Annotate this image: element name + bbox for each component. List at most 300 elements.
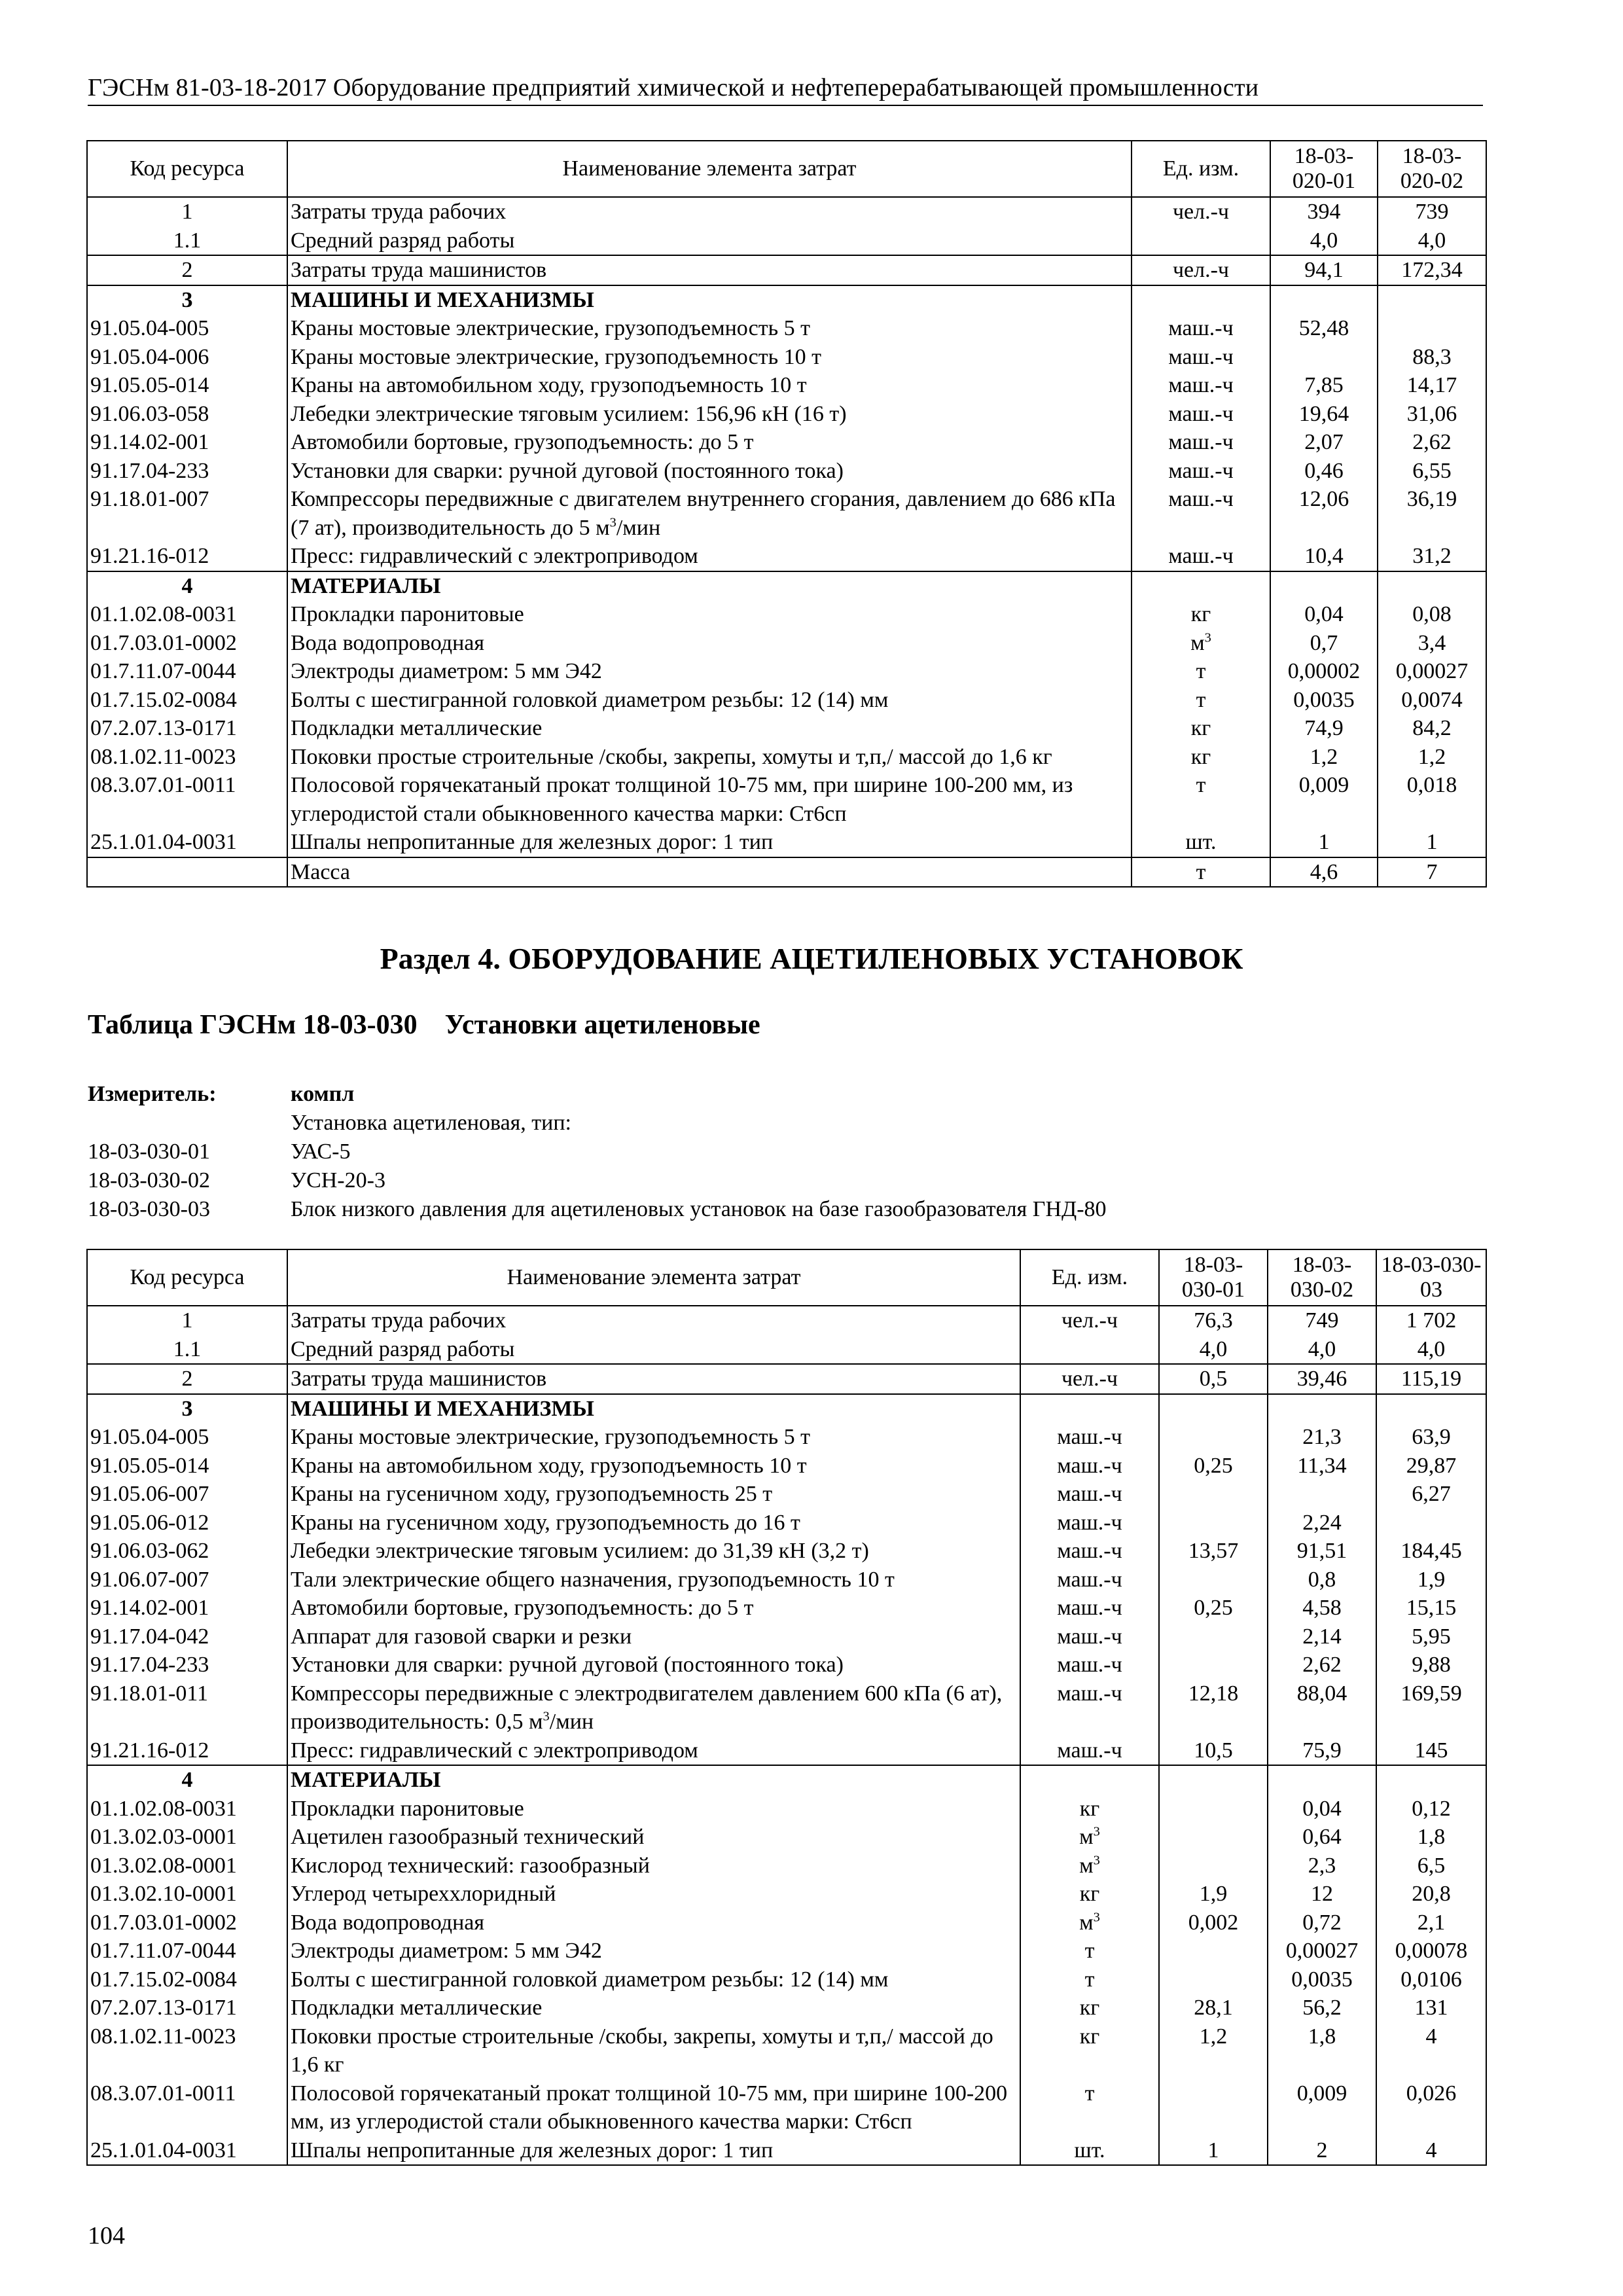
resource-code: 2 <box>87 255 287 285</box>
resource-name: Вода водопроводная <box>287 629 1132 658</box>
norm-value: 0,00027 <box>1268 1937 1376 1965</box>
resource-name: Прокладки паронитовые <box>287 600 1132 629</box>
norm-value <box>1159 1509 1268 1537</box>
norm-value: 12 <box>1268 1880 1376 1909</box>
norm-value: 0,8 <box>1268 1566 1376 1594</box>
measure-code: 18-03-030-01 <box>88 1139 210 1164</box>
resource-unit: кг <box>1132 743 1270 772</box>
resource-unit <box>1020 1394 1159 1424</box>
norm-value: 0,12 <box>1376 1795 1486 1823</box>
resource-code: 91.21.16-012 <box>87 1736 287 1766</box>
resource-name: Болты с шестигранной головкой диаметром резьбы: 12 (14) мм <box>287 1965 1020 1994</box>
norm-value: 31,06 <box>1378 400 1486 429</box>
table-row <box>87 1736 1486 1766</box>
norm-value <box>1159 1480 1268 1509</box>
resource-name: МАШИНЫ И МЕХАНИЗМЫ <box>287 285 1132 315</box>
norm-value: 1,8 <box>1376 1823 1486 1852</box>
table-row <box>87 571 1486 601</box>
table-row <box>87 1880 1486 1909</box>
norm-value: 4,6 <box>1270 857 1378 888</box>
norm-value: 0,026 <box>1376 2079 1486 2136</box>
resource-name: Пресс: гидравлический с электроприводом <box>287 542 1132 571</box>
table-row <box>87 686 1486 715</box>
table-row <box>87 1364 1486 1394</box>
norm-value <box>1270 285 1378 315</box>
resource-code: 3 <box>87 285 287 315</box>
norm-value: 19,64 <box>1270 400 1378 429</box>
resource-code: 01.3.02.08-0001 <box>87 1852 287 1880</box>
resource-unit: т <box>1020 1937 1159 1965</box>
resource-name: Краны на гусеничном ходу, грузоподъемность 25 т <box>287 1480 1020 1509</box>
norm-value: 20,8 <box>1376 1880 1486 1909</box>
resource-code: 08.3.07.01-0011 <box>87 2079 287 2136</box>
table-row <box>87 1679 1486 1736</box>
norm-value: 0,009 <box>1270 771 1378 828</box>
norm-value: 115,19 <box>1376 1364 1486 1394</box>
resource-code: 01.7.15.02-0084 <box>87 686 287 715</box>
running-header: ГЭСНм 81-03-18-2017 Оборудование предприятий химической и нефтеперерабатывающей промышленности <box>88 73 1483 106</box>
resource-unit: маш.-ч <box>1132 343 1270 372</box>
table-row <box>87 857 1486 888</box>
resource-code: 91.06.07-007 <box>87 1566 287 1594</box>
norm-value: 0,04 <box>1270 600 1378 629</box>
norm-value: 0,0035 <box>1270 686 1378 715</box>
norm-value: 10,5 <box>1159 1736 1268 1766</box>
resource-unit: $м^3$ <box>1132 629 1270 658</box>
norm-value <box>1159 1795 1268 1823</box>
norm-value: 2,62 <box>1378 428 1486 457</box>
table-row <box>87 1537 1486 1566</box>
norm-value: 2,24 <box>1268 1509 1376 1537</box>
resource-name: Автомобили бортовые, грузоподъемность: до 5 т <box>287 428 1132 457</box>
norm-value <box>1159 1423 1268 1452</box>
resource-unit <box>1132 226 1270 256</box>
table-title: Таблица ГЭСНм 18-03-030 Установки ацетиленовые <box>88 1010 760 1040</box>
resource-unit: маш.-ч <box>1020 1651 1159 1679</box>
resource-unit <box>1020 1335 1159 1365</box>
resource-name: Автомобили бортовые, грузоподъемность: до 5 т <box>287 1594 1020 1623</box>
resource-unit: шт. <box>1132 828 1270 857</box>
norm-value: 21,3 <box>1268 1423 1376 1452</box>
resource-code: 01.7.15.02-0084 <box>87 1965 287 1994</box>
resource-unit <box>1020 1765 1159 1795</box>
resource-unit: чел.-ч <box>1132 197 1270 226</box>
column-header: Ед. изм. <box>1132 141 1270 197</box>
resource-name: Краны мостовые электрические, грузоподъемность 10 т <box>287 343 1132 372</box>
resource-code: 01.1.02.08-0031 <box>87 1795 287 1823</box>
column-header: Ед. изм. <box>1020 1249 1159 1306</box>
table-row <box>87 2079 1486 2136</box>
resource-unit: чел.-ч <box>1020 1306 1159 1335</box>
norm-value: 13,57 <box>1159 1537 1268 1566</box>
resource-code: 01.3.02.10-0001 <box>87 1880 287 1909</box>
table-row <box>87 485 1486 542</box>
column-header: 18-03-030-02 <box>1268 1249 1376 1306</box>
norm-value: 394 <box>1270 197 1378 226</box>
resource-name: Лебедки электрические тяговым усилием: до 31,39 кН (3,2 т) <box>287 1537 1020 1566</box>
column-header: Код ресурса <box>87 141 287 197</box>
norm-value <box>1376 1509 1486 1537</box>
resource-name: Электроды диаметром: 5 мм Э42 <box>287 1937 1020 1965</box>
table-row <box>87 1335 1486 1365</box>
resource-name: Подкладки металлические <box>287 714 1132 743</box>
resource-name: МАТЕРИАЛЫ <box>287 571 1132 601</box>
measure-code: 18-03-030-02 <box>88 1168 210 1193</box>
resource-unit: кг <box>1020 2022 1159 2079</box>
table-row <box>87 1306 1486 1335</box>
norm-value <box>1268 1765 1376 1795</box>
resource-unit <box>1132 285 1270 315</box>
norm-value: 4,0 <box>1268 1335 1376 1365</box>
norm-value: 1,8 <box>1268 2022 1376 2079</box>
table-row <box>87 1423 1486 1452</box>
resource-code: 25.1.01.04-0031 <box>87 828 287 857</box>
section-title: Раздел 4. ОБОРУДОВАНИЕ АЦЕТИЛЕНОВЫХ УСТАНОВОК <box>380 942 1243 975</box>
resource-code <box>87 857 287 888</box>
resource-unit: кг <box>1132 714 1270 743</box>
measure-unit: компл <box>291 1082 355 1106</box>
resource-name: Краны мостовые электрические, грузоподъемность 5 т <box>287 1423 1020 1452</box>
table-row <box>87 226 1486 256</box>
resource-name: Краны на гусеничном ходу, грузоподъемность до 16 т <box>287 1509 1020 1537</box>
norm-value: 0,72 <box>1268 1909 1376 1937</box>
resource-name: Болты с шестигранной головкой диаметром резьбы: 12 (14) мм <box>287 686 1132 715</box>
resource-code: 3 <box>87 1394 287 1424</box>
resource-table-2 <box>86 1249 1487 2166</box>
norm-value: 2,62 <box>1268 1651 1376 1679</box>
resource-unit: маш.-ч <box>1132 542 1270 571</box>
column-header: 18-03-020-02 <box>1378 141 1486 197</box>
norm-value <box>1159 1765 1268 1795</box>
table-row <box>87 771 1486 828</box>
norm-value: 12,06 <box>1270 485 1378 542</box>
norm-value: 1 <box>1378 828 1486 857</box>
norm-value: 1,2 <box>1378 743 1486 772</box>
resource-name: Шпалы непропитанные для железных дорог: 1 тип <box>287 2136 1020 2166</box>
resource-code: 91.05.05-014 <box>87 371 287 400</box>
resource-code: 91.05.04-005 <box>87 1423 287 1452</box>
column-header: Наименование элемента затрат <box>287 141 1132 197</box>
table-row <box>87 1795 1486 1823</box>
resource-name: Аппарат для газовой сварки и резки <box>287 1623 1020 1651</box>
resource-unit: кг <box>1132 600 1270 629</box>
norm-value: 84,2 <box>1378 714 1486 743</box>
resource-unit: чел.-ч <box>1020 1364 1159 1394</box>
table-row <box>87 285 1486 315</box>
table-row <box>87 1594 1486 1623</box>
norm-value <box>1270 571 1378 601</box>
resource-name: Поковки простые строительные /скобы, закрепы, хомуты и т,п,/ массой до 1,6 кг <box>287 2022 1020 2079</box>
table-row <box>87 1651 1486 1679</box>
table-row <box>87 1509 1486 1537</box>
measure-text: УСН-20-3 <box>291 1168 385 1193</box>
norm-value: 39,46 <box>1268 1364 1376 1394</box>
resource-unit: чел.-ч <box>1132 255 1270 285</box>
resource-code: 91.05.06-007 <box>87 1480 287 1509</box>
resource-code: 01.3.02.03-0001 <box>87 1823 287 1852</box>
resource-name: Лебедки электрические тяговым усилием: 156,96 кН (16 т) <box>287 400 1132 429</box>
norm-value <box>1159 1965 1268 1994</box>
table-row <box>87 2136 1486 2166</box>
resource-code: 07.2.07.13-0171 <box>87 714 287 743</box>
resource-unit <box>1132 571 1270 601</box>
norm-value <box>1159 1852 1268 1880</box>
resource-unit: маш.-ч <box>1020 1623 1159 1651</box>
resource-name: Средний разряд работы <box>287 226 1132 256</box>
resource-code: 91.05.04-005 <box>87 314 287 343</box>
table-row <box>87 1823 1486 1852</box>
resource-unit: кг <box>1020 1795 1159 1823</box>
norm-value: 1 <box>1270 828 1378 857</box>
norm-value: 2,1 <box>1376 1909 1486 1937</box>
measure-code: 18-03-030-03 <box>88 1197 210 1221</box>
table-row <box>87 629 1486 658</box>
norm-value: 0,00078 <box>1376 1937 1486 1965</box>
norm-value: 1,2 <box>1270 743 1378 772</box>
resource-code: 91.06.03-058 <box>87 400 287 429</box>
resource-code: 07.2.07.13-0171 <box>87 1994 287 2022</box>
norm-value: 0,0074 <box>1378 686 1486 715</box>
norm-value <box>1159 2079 1268 2136</box>
norm-value: 0,0035 <box>1268 1965 1376 1994</box>
resource-unit: маш.-ч <box>1020 1423 1159 1452</box>
norm-value <box>1159 1394 1268 1424</box>
norm-value: 4,0 <box>1270 226 1378 256</box>
resource-code: 91.17.04-042 <box>87 1623 287 1651</box>
table-row <box>87 2022 1486 2079</box>
table-row <box>87 714 1486 743</box>
norm-value: 9,88 <box>1376 1651 1486 1679</box>
norm-value: 94,1 <box>1270 255 1378 285</box>
norm-value: 4,0 <box>1159 1335 1268 1365</box>
resource-code: 91.06.03-062 <box>87 1537 287 1566</box>
column-header: 18-03-020-01 <box>1270 141 1378 197</box>
resource-unit: кг <box>1020 1994 1159 2022</box>
norm-value: 1,9 <box>1376 1566 1486 1594</box>
resource-code: 01.7.03.01-0002 <box>87 629 287 658</box>
resource-name: Шпалы непропитанные для железных дорог: 1 тип <box>287 828 1132 857</box>
norm-value: 6,55 <box>1378 457 1486 486</box>
resource-code: 1 <box>87 197 287 226</box>
norm-value <box>1159 1823 1268 1852</box>
norm-value: 2,14 <box>1268 1623 1376 1651</box>
resource-code: 01.7.11.07-0044 <box>87 657 287 686</box>
table-row <box>87 255 1486 285</box>
norm-value <box>1159 1623 1268 1651</box>
norm-value: 63,9 <box>1376 1423 1486 1452</box>
resource-code: 08.1.02.11-0023 <box>87 743 287 772</box>
norm-value <box>1270 343 1378 372</box>
table-row <box>87 400 1486 429</box>
norm-value: 7,85 <box>1270 371 1378 400</box>
norm-value <box>1376 1765 1486 1795</box>
norm-value: 28,1 <box>1159 1994 1268 2022</box>
norm-value: 74,9 <box>1270 714 1378 743</box>
resource-name: Краны на автомобильном ходу, грузоподъемность 10 т <box>287 371 1132 400</box>
norm-value: 14,17 <box>1378 371 1486 400</box>
table-row <box>87 1452 1486 1480</box>
resource-name: МАТЕРИАЛЫ <box>287 1765 1020 1795</box>
resource-unit: маш.-ч <box>1020 1480 1159 1509</box>
norm-value: 0,00027 <box>1378 657 1486 686</box>
norm-value: 0,46 <box>1270 457 1378 486</box>
norm-value: 91,51 <box>1268 1537 1376 1566</box>
norm-value: 739 <box>1378 197 1486 226</box>
resource-code: 01.7.03.01-0002 <box>87 1909 287 1937</box>
norm-value <box>1268 1394 1376 1424</box>
norm-value: 0,00002 <box>1270 657 1378 686</box>
norm-value: 0,64 <box>1268 1823 1376 1852</box>
resource-name: Кислород технический: газообразный <box>287 1852 1020 1880</box>
resource-name: Пресс: гидравлический с электроприводом <box>287 1736 1020 1766</box>
resource-unit: маш.-ч <box>1132 457 1270 486</box>
resource-code: 91.14.02-001 <box>87 428 287 457</box>
norm-value <box>1159 1566 1268 1594</box>
resource-name: Поковки простые строительные /скобы, закрепы, хомуты и т,п,/ массой до 1,6 кг <box>287 743 1132 772</box>
resource-code: 08.3.07.01-0011 <box>87 771 287 828</box>
norm-value: 0,04 <box>1268 1795 1376 1823</box>
norm-value: 3,4 <box>1378 629 1486 658</box>
resource-unit: маш.-ч <box>1020 1566 1159 1594</box>
resource-unit: т <box>1132 771 1270 828</box>
resource-name: Установки для сварки: ручной дуговой (постоянного тока) <box>287 457 1132 486</box>
resource-unit: маш.-ч <box>1132 400 1270 429</box>
norm-value: 0,018 <box>1378 771 1486 828</box>
table-row <box>87 197 1486 226</box>
norm-value <box>1378 285 1486 315</box>
resource-name: Углерод четыреххлоридный <box>287 1880 1020 1909</box>
resource-name: Затраты труда машинистов <box>287 255 1132 285</box>
norm-value: 0,009 <box>1268 2079 1376 2136</box>
resource-unit: шт. <box>1020 2136 1159 2166</box>
resource-code: 4 <box>87 1765 287 1795</box>
norm-value: 0,25 <box>1159 1594 1268 1623</box>
norm-value: 2 <box>1268 2136 1376 2166</box>
norm-value: 1 702 <box>1376 1306 1486 1335</box>
page-number: 104 <box>88 2222 125 2250</box>
norm-value: 7 <box>1378 857 1486 888</box>
norm-value <box>1378 571 1486 601</box>
resource-name: Масса <box>287 857 1132 888</box>
resource-code: 91.05.06-012 <box>87 1509 287 1537</box>
resource-unit: т <box>1132 657 1270 686</box>
table-row <box>87 371 1486 400</box>
table-row <box>87 314 1486 343</box>
resource-name: Краны мостовые электрические, грузоподъемность 5 т <box>287 314 1132 343</box>
resource-code: 91.17.04-233 <box>87 457 287 486</box>
norm-value: 88,3 <box>1378 343 1486 372</box>
norm-value: 1 <box>1159 2136 1268 2166</box>
table-row <box>87 1937 1486 1965</box>
resource-name: Полосовой горячекатаный прокат толщиной 10-75 мм, при ширине 100-200 мм, из углеродистой стали обыкновенного качества марки: Ст6сп <box>287 771 1132 828</box>
resource-unit: $м^3$ <box>1020 1852 1159 1880</box>
resource-name: Средний разряд работы <box>287 1335 1020 1365</box>
resource-unit: маш.-ч <box>1132 428 1270 457</box>
norm-value <box>1378 314 1486 343</box>
table-row <box>87 1965 1486 1994</box>
norm-value: 169,59 <box>1376 1679 1486 1736</box>
resource-unit: маш.-ч <box>1020 1452 1159 1480</box>
resource-name: Компрессоры передвижные с двигателем внутреннего сгорания, давлением до 686 кПа (7 ат), производительность до 5 $м^3$/мин <box>287 485 1132 542</box>
norm-value: 4,0 <box>1378 226 1486 256</box>
norm-value: 172,34 <box>1378 255 1486 285</box>
norm-value: 0,002 <box>1159 1909 1268 1937</box>
table-row <box>87 1566 1486 1594</box>
resource-table-1 <box>86 140 1487 888</box>
resource-unit: маш.-ч <box>1020 1509 1159 1537</box>
norm-value: 4 <box>1376 2136 1486 2166</box>
resource-name: Вода водопроводная <box>287 1909 1020 1937</box>
resource-name: Электроды диаметром: 5 мм Э42 <box>287 657 1132 686</box>
resource-name: Затраты труда машинистов <box>287 1364 1020 1394</box>
table-row <box>87 1909 1486 1937</box>
resource-unit: маш.-ч <box>1020 1736 1159 1766</box>
table-row <box>87 1852 1486 1880</box>
resource-name: Ацетилен газообразный технический <box>287 1823 1020 1852</box>
norm-value: 4,0 <box>1376 1335 1486 1365</box>
norm-value: 31,2 <box>1378 542 1486 571</box>
column-header: 18-03-030-03 <box>1376 1249 1486 1306</box>
resource-unit: т <box>1132 857 1270 888</box>
resource-unit: маш.-ч <box>1020 1594 1159 1623</box>
resource-name: Установки для сварки: ручной дуговой (постоянного тока) <box>287 1651 1020 1679</box>
norm-value: 145 <box>1376 1736 1486 1766</box>
norm-value <box>1268 1480 1376 1509</box>
resource-name: Краны на автомобильном ходу, грузоподъемность 10 т <box>287 1452 1020 1480</box>
resource-unit: $м^3$ <box>1020 1909 1159 1937</box>
resource-code: 91.18.01-007 <box>87 485 287 542</box>
table-row <box>87 1623 1486 1651</box>
table-row <box>87 600 1486 629</box>
resource-code: 4 <box>87 571 287 601</box>
resource-unit: т <box>1020 2079 1159 2136</box>
norm-value: 4 <box>1376 2022 1486 2079</box>
resource-code: 91.14.02-001 <box>87 1594 287 1623</box>
norm-value: 75,9 <box>1268 1736 1376 1766</box>
table-row <box>87 428 1486 457</box>
norm-value: 0,0106 <box>1376 1965 1486 1994</box>
resource-unit: маш.-ч <box>1132 314 1270 343</box>
resource-name: Тали электрические общего назначения, грузоподъемность 10 т <box>287 1566 1020 1594</box>
resource-unit: кг <box>1020 1880 1159 1909</box>
norm-value: 0,25 <box>1159 1452 1268 1480</box>
resource-code: 1.1 <box>87 226 287 256</box>
norm-value: 5,95 <box>1376 1623 1486 1651</box>
norm-value: 749 <box>1268 1306 1376 1335</box>
norm-value: 2,07 <box>1270 428 1378 457</box>
resource-name: Компрессоры передвижные с электродвигателем давлением 600 кПа (6 ат), производительность: 0,5 $м^3$/мин <box>287 1679 1020 1736</box>
measure-label: Измеритель: <box>88 1082 217 1106</box>
norm-value: 6,27 <box>1376 1480 1486 1509</box>
resource-unit: маш.-ч <box>1132 485 1270 542</box>
norm-value: 11,34 <box>1268 1452 1376 1480</box>
measure-text: Блок низкого давления для ацетиленовых установок на базе газообразователя ГНД-80 <box>291 1197 1107 1221</box>
resource-name: Затраты труда рабочих <box>287 197 1132 226</box>
norm-value: 29,87 <box>1376 1452 1486 1480</box>
resource-code: 91.05.05-014 <box>87 1452 287 1480</box>
table-row <box>87 743 1486 772</box>
norm-value <box>1159 1937 1268 1965</box>
norm-value <box>1159 1651 1268 1679</box>
resource-unit: маш.-ч <box>1020 1679 1159 1736</box>
resource-name: Прокладки паронитовые <box>287 1795 1020 1823</box>
resource-code: 01.1.02.08-0031 <box>87 600 287 629</box>
resource-code: 91.21.16-012 <box>87 542 287 571</box>
resource-name: МАШИНЫ И МЕХАНИЗМЫ <box>287 1394 1020 1424</box>
resource-code: 1.1 <box>87 1335 287 1365</box>
norm-value: 76,3 <box>1159 1306 1268 1335</box>
resource-code: 25.1.01.04-0031 <box>87 2136 287 2166</box>
